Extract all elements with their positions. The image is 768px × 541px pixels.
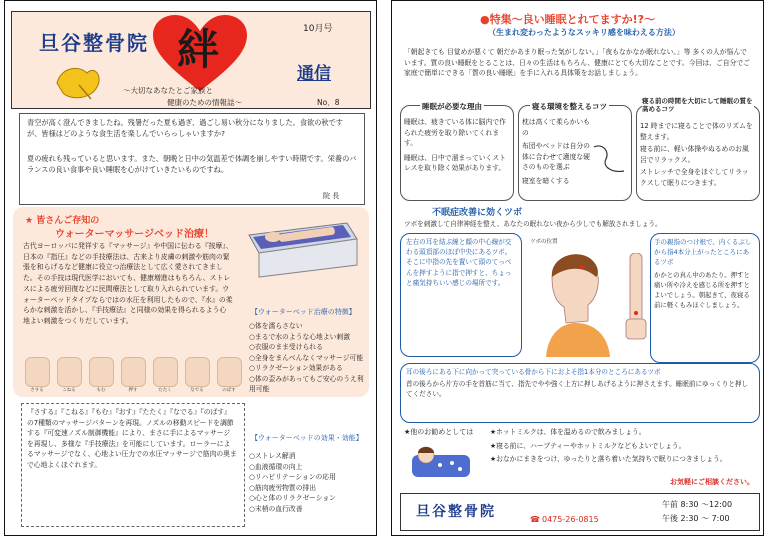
- arm-illustration: [624, 253, 648, 343]
- feature-title-2: ウォーターマッサージベッド治療！: [55, 229, 214, 240]
- hand-icon-momu: [89, 357, 114, 387]
- hand-label: たたく: [158, 388, 172, 393]
- tagline-second: 健康のための情報誌～: [167, 98, 242, 107]
- sleep-reason-item: 睡眠は、疲きている体に脳内で作られた疲労を取り除いてくれます。: [404, 118, 506, 148]
- hand-label: のばす: [222, 388, 236, 393]
- hours-morning: 午前 8:30 ～12:00: [662, 500, 733, 509]
- feature-item: ○まるで水のような心地よい刺激: [249, 332, 351, 341]
- tsubo-right-text: 手の親指のつけ根で、内くるぶしから指4本分上がったところにあるツボ: [654, 238, 752, 267]
- recommend-item: ★おなかにまきをつけ、ゆったりと落ち着いた気持ちで眠りにつきましょう。: [490, 455, 727, 464]
- bedtime-item: ストレッチで全身をほぐしてリラックスして眠りにつきます。: [640, 168, 749, 187]
- effects-header: 【ウォーターベッドの効果・効能】: [251, 434, 363, 442]
- hand-label: 押す: [128, 388, 138, 393]
- greeting-text: 青空が高く澄んできましたね。残暑だった夏も過ぎ、過ごし易い秋分になりました。食欲の秋ですが、皆様はどのような食生活を楽しんでいらっしゃいますか?: [27, 118, 343, 139]
- tsushin-title: 通信: [297, 64, 331, 84]
- sleep-reason-item: 睡眠は、日中で溜まっていくストレスを取り除く効果があります。: [404, 153, 506, 173]
- feature-item: ○リラクゼーション効果がある: [249, 364, 343, 373]
- feature-body: 古代ヨーロッパに発祥する『マッサージ』や中国に伝わる『按摩』、日本の『指圧』などの手技療法は、古来より皮膚の刺激や筋肉の緊張を和らげるなど健康に役立つ治療法として広く愛されてきました。その手技は現代医学においても、健康増進はもちろん、ストレスによる疲労回復などに民間療法として取り入れられています。ウォーターベッドタイプならではの水圧を利用したもので、『水』の柔らかな刺激を活かし、『手技療法』と同様の効果を得られるよう心地よい刺激をつくりだしています。: [23, 242, 233, 325]
- sleep-env-item: 枕は高くて柔らかいもの: [522, 118, 590, 137]
- tsubo-right-text-2: かかとの真ん中のあたり。押すと痛い所や冷えを感じる所を押すとよいでしょう。朝起きて、夜寝る前に軽くもみほぐしましょう。: [654, 271, 750, 309]
- left-newsletter-page: [4, 0, 377, 536]
- feature-item: ○体の歪みがあってもご安心のうえ利用可能: [249, 374, 364, 394]
- sleep-reason-list: [404, 117, 508, 174]
- tagline: ～大切なあなたとご家族と: [123, 86, 213, 95]
- features-header: 【ウォーターベッド治療の特徴】: [251, 308, 356, 316]
- tsubo-position-label: ツボの位置: [530, 239, 558, 245]
- features-list: [249, 321, 367, 395]
- recommend-item: ★ホットミルクは、体を温めるので飲みましょう。: [490, 428, 646, 436]
- effect-item: ○ストレス解消: [249, 452, 296, 460]
- ear-tsubo-text: 耳の後ろにある下に向かって突っている骨から下におよそ指1本分のところにあるツボ: [406, 368, 661, 376]
- special-subtitle: （生まれ変わったようなスッキリ感を味わえる方法）: [488, 28, 680, 37]
- hand-icon-tataku: [153, 357, 178, 387]
- footer-clinic-name: 旦谷整骨院: [416, 504, 496, 520]
- contact-note: お気軽にご相談ください。: [670, 478, 754, 486]
- clinic-name: 旦谷整骨院: [39, 31, 149, 55]
- right-newsletter-page: [391, 0, 764, 536]
- sleep-reason-title: 睡眠が必要な理由: [422, 102, 482, 111]
- recommend-item: ★寝る前に、ハーブティーやホットミルクなどもよいでしょう。: [490, 441, 686, 450]
- technique-text: 『さする』『こねる』『もむ』『おす』『たたく』『なでる』『のばす』の7種類のマッサージパターンを再現。ノズルの移動スピードを調節する『可変速ノズル制御機能』により、まさに手によるマッサージを再現し、多様な『手技療法』を可能にしています。ローラーによるマッサージでなく、心地よい圧力での水圧マッサージで筋肉の奥まで心地よくほぐれます。: [27, 408, 237, 469]
- hand-label: さする: [30, 388, 44, 393]
- effect-item: ○末梢の血行改善: [249, 504, 303, 513]
- sleep-env-list: [522, 117, 592, 186]
- phone-number[interactable]: 0475-26-0815: [542, 515, 599, 524]
- effect-item: ○筋肉疲労物質の排出: [249, 483, 317, 492]
- hand-icon-naderu: [185, 357, 210, 387]
- hours-afternoon: 午後 2:30 ～ 7:00: [662, 514, 730, 523]
- feature-title-1: ★ 皆さんご存知の: [25, 216, 100, 226]
- hand-label: なでる: [190, 388, 204, 393]
- effect-item: ○心と体のリラクゼーション: [249, 494, 336, 503]
- greeting-text-2: 夏の疲れも残っていると思います。また、朝晩と日中の気温差で体調を崩しやすい時期です。栄養のバランスの良い食事や良い睡眠を心がけていきたいものですね。: [27, 154, 357, 175]
- feature-item: ○全身をまんべんなくマッサージ可能: [249, 353, 364, 362]
- hand-icon-koneru: [57, 357, 82, 387]
- hand-icon-nobasu: [217, 357, 242, 387]
- signature: 院 長: [323, 192, 340, 200]
- hand-label: もむ: [96, 388, 106, 393]
- bedtime-title: 寝る前の時間を大切にして睡眠の質を高めるコツ: [642, 97, 753, 114]
- bedtime-item: 寝る前に、軽い体操やぬるめのお風呂でリラックス。: [640, 145, 749, 164]
- recommend-list: [490, 427, 754, 465]
- sleep-env-item: 布団やベッドは自分の体に合わせて適度な硬さのものを選ぶ: [522, 142, 590, 172]
- effect-item: ○リハビリテーションの応用: [249, 473, 336, 482]
- sleeping-person-illustration: [410, 441, 472, 479]
- bedtime-item: 12 時までに寝ることで体のリズムを整えます。: [640, 122, 753, 141]
- sleep-env-title: 寝る環境を整えるコツ: [532, 102, 607, 111]
- recommend-label: ★他のお勧めとしては: [404, 428, 474, 436]
- issue-month: 10月号: [303, 24, 333, 34]
- pillow-curve-icon: [592, 141, 626, 177]
- special-intro: 「朝起きても 目覚めが悪くて 朝だかあまり眠った気がしない。」「夜もなかなか眠れない。」等 多くの人が悩んでいます。質の良い睡眠をとることは、日々の生活はもちろん、健康にとても大切なことです。今回は、ご自分でご家庭で簡単にできる「質の良い睡眠」を手に入れる具体策をお話しましょう。: [404, 48, 750, 78]
- hand-icon-sasuru: [25, 357, 50, 387]
- bedtime-list: [640, 121, 754, 188]
- tsubo-title: 不眠症改善に効くツボ: [432, 208, 523, 218]
- feature-item: ○体を濡らさない: [249, 322, 303, 330]
- effect-item: ○血液循環の向上: [249, 462, 303, 471]
- issue-number: No．8: [317, 98, 340, 107]
- sleep-env-item: 寝室を暗くする: [522, 176, 570, 185]
- special-title: ●特集～良い睡眠とれてますか!?～: [480, 13, 655, 26]
- ear-tsubo-text-2: 首の後ろから片方の手を首筋に当て、指先でやや強く上方に押しあげるように押さえます。睡眠前にゆっくりと押してください。: [406, 380, 749, 399]
- kizuna-title: 絆: [177, 25, 220, 74]
- effects-list: [249, 451, 367, 514]
- tsubo-left-text: 左右の耳を結ぶ線と顔の中心線が交わる頭頂部のほぼ中央にあるツボ。そこに中指の先を置いて頭のてっぺんを押すように指で押すと、ちょっと痛気持ちいい感じの場所です。: [406, 238, 512, 287]
- tsubo-lead: ツボを刺激して自律神経を整え、あなたの眠れない夜から少しでも解放されましょう。: [404, 220, 662, 228]
- water-bed-illustration: [243, 209, 361, 279]
- phone-icon: ☎: [530, 515, 540, 524]
- hand-icon-osu: [121, 357, 146, 387]
- woman-profile-illustration: [522, 247, 622, 359]
- ginkgo-leaf-icon: [53, 63, 105, 103]
- feature-item: ○衣服のまま受けられる: [249, 343, 323, 352]
- hand-label: こねる: [62, 388, 76, 393]
